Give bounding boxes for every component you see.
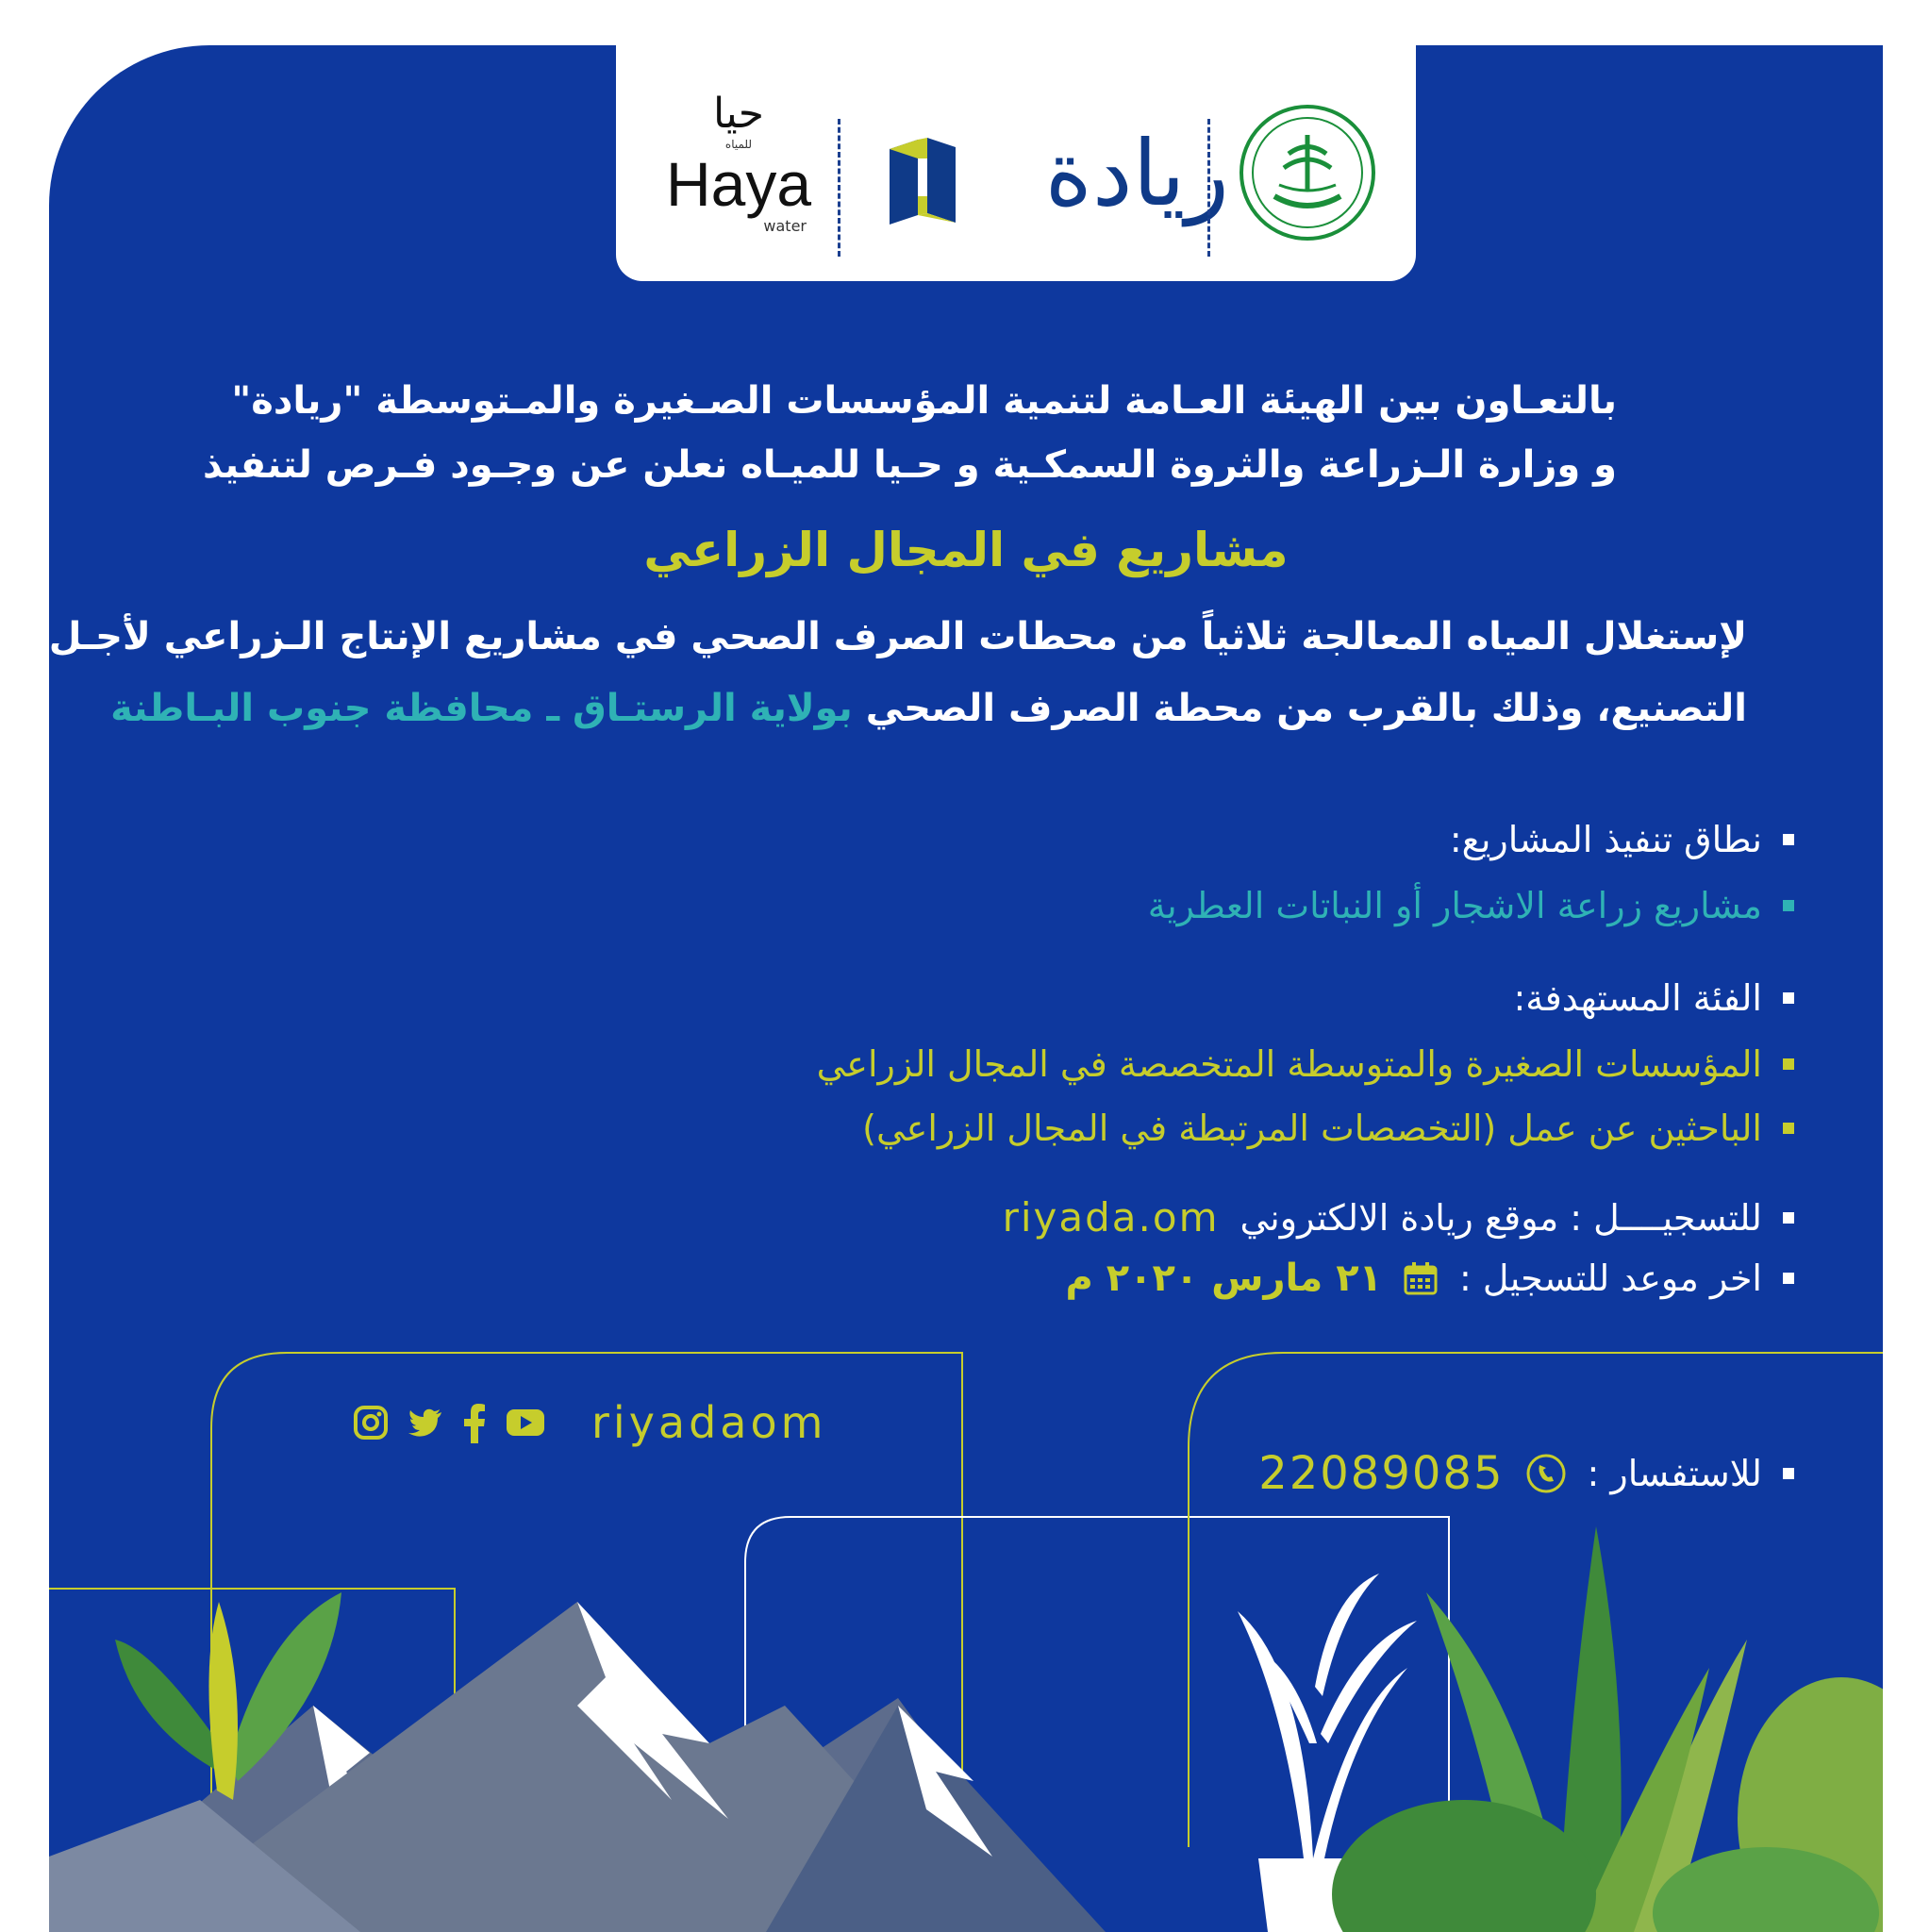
registration-label: للتسجيــــل : موقع ريادة الالكتروني: [1240, 1196, 1762, 1239]
target-label-row: [1513, 977, 1794, 1019]
phone-icon: [1525, 1453, 1567, 1494]
registration-row: [1003, 1194, 1794, 1241]
purpose-line-2: [110, 687, 1747, 730]
headline: مشاريع في المجال الزراعي: [643, 523, 1289, 577]
poster-card: [49, 45, 1883, 1932]
social-links: [352, 1397, 826, 1448]
intro-line-1: بالتعـاون بين الهيئة العـامة لتنمية المؤسسات الصـغيرة والمـتوسطة "ريادة": [231, 379, 1617, 423]
haya-arabic-sub: للمياه: [724, 138, 753, 151]
purpose-line-2-text: التصنيع، وذلك بالقرب من محطة الصرف الصحي: [852, 687, 1747, 730]
haya-english: Haya: [665, 149, 812, 219]
target-item-row: [817, 1043, 1794, 1085]
target-item-1: المؤسسات الصغيرة والمتوسطة المتخصصة في المجال الزراعي: [816, 1043, 1762, 1085]
riyada-arabic: ريادة: [1044, 121, 1229, 226]
target-label: الفئة المستهدفة:: [1513, 977, 1762, 1019]
white-plant: [1238, 1574, 1417, 1858]
leaf-left-1: [115, 1640, 219, 1772]
haya-water-logo: [663, 91, 814, 251]
deadline-date: ٢١ مارس ٢٠٢٠ م: [1065, 1257, 1383, 1300]
inquiry-label: للاستفسار :: [1587, 1453, 1762, 1494]
riyada-logo: [880, 92, 1229, 253]
deadline-row: [1065, 1257, 1794, 1300]
logo-bar: [616, 45, 1416, 281]
logo-divider: [838, 119, 840, 257]
scope-item: مشاريع زراعة الاشجار أو النباتات العطرية: [1147, 885, 1762, 926]
bullet-icon: [1783, 1468, 1794, 1479]
target-item-row: [862, 1108, 1794, 1149]
scope-item-row: [1148, 885, 1794, 926]
intro-line-2: و وزارة الـزراعة والثروة السمكـية و حـيا للميـاه نعلن عن وجـود فـرص لتنفيذ: [202, 443, 1617, 487]
bullet-icon: [1783, 834, 1794, 845]
bullet-icon: [1783, 1123, 1794, 1134]
leaf-left-3: [208, 1602, 238, 1800]
inquiry-row: [1258, 1447, 1794, 1500]
youtube-icon[interactable]: [505, 1407, 546, 1439]
calendar-icon: [1403, 1260, 1439, 1296]
purpose-line-1: لإستغلال المياه المعالجة ثلاثياً من محطات الصرف الصحي في مشاريع الإنتاج الـزراعي لأجـل: [49, 615, 1747, 658]
instagram-icon[interactable]: [352, 1404, 390, 1441]
twitter-icon[interactable]: [407, 1404, 444, 1441]
haya-arabic: حيا: [713, 90, 764, 138]
target-item-2: الباحثين عن عمل (التخصصات المرتبطة في المجال الزراعي): [862, 1108, 1762, 1149]
registration-site-link[interactable]: riyada.om: [1002, 1194, 1220, 1241]
deadline-label: اخر موعد للتسجيل :: [1459, 1257, 1762, 1299]
social-handle[interactable]: riyadaom: [591, 1397, 827, 1448]
riyada-mark-icon: [880, 130, 965, 234]
scope-label: نطاق تنفيذ المشاريع:: [1449, 819, 1762, 860]
emblem-icon: [1237, 102, 1378, 243]
scope-label-row: [1450, 819, 1794, 860]
bush-right-1: [1332, 1800, 1596, 1932]
haya-sub: water: [763, 217, 807, 235]
inquiry-phone[interactable]: 22089085: [1258, 1447, 1505, 1500]
logo-divider: [1207, 119, 1210, 257]
bullet-icon: [1783, 992, 1794, 1004]
bullet-icon: [1783, 1273, 1794, 1284]
bullet-icon: [1783, 900, 1794, 911]
facebook-icon[interactable]: [461, 1402, 488, 1443]
purpose-location: بولاية الرستـاق ـ محافظة جنوب البـاطنة: [110, 687, 853, 730]
bullet-icon: [1783, 1058, 1794, 1070]
bullet-icon: [1783, 1212, 1794, 1224]
